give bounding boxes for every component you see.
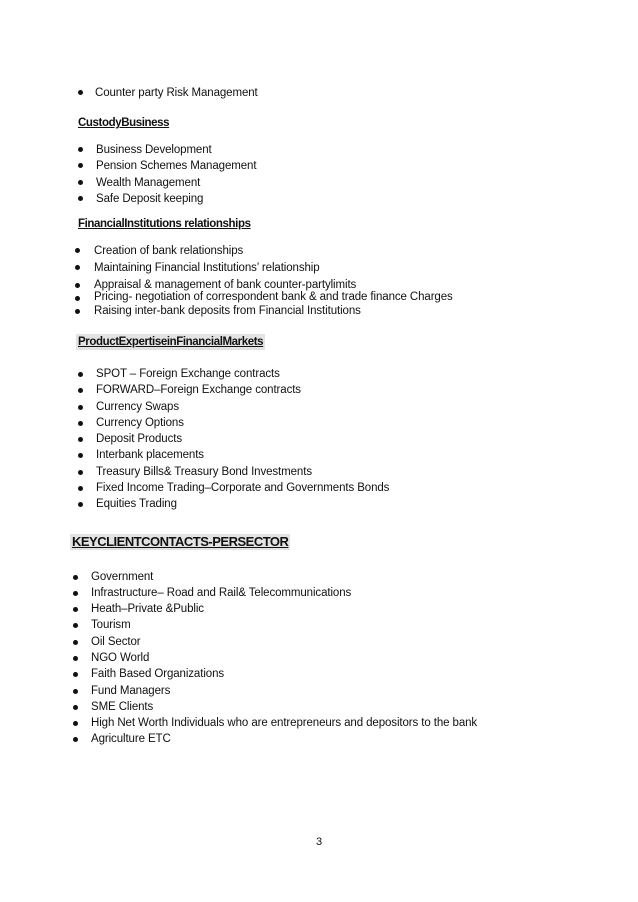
list-item: Wealth Management xyxy=(96,177,201,189)
list-item: NGO World xyxy=(91,652,150,664)
section-heading-custody: CustodyBusiness xyxy=(78,117,170,129)
list-item: Counter party Risk Management xyxy=(95,87,258,99)
list-item: FORWARD–Foreign Exchange contracts xyxy=(96,384,301,396)
bullet xyxy=(78,372,83,377)
list-item: Business Development xyxy=(96,144,212,156)
bullet xyxy=(75,283,80,288)
list-item: High Net Worth Individuals who are entrepreneurs and depositors to the bank xyxy=(91,717,478,729)
list-item: SPOT – Foreign Exchange contracts xyxy=(96,368,280,380)
bullet xyxy=(73,689,78,694)
bullet xyxy=(73,640,78,645)
bullet xyxy=(78,486,83,491)
bullet xyxy=(75,309,80,314)
bullet xyxy=(78,196,83,201)
section-heading-fi: FinancialInstitutions relationships xyxy=(78,218,251,230)
list-item: Raising inter-bank deposits from Financial Institutions xyxy=(94,305,361,317)
bullet xyxy=(73,591,78,596)
bullet xyxy=(75,248,80,253)
list-item: Pension Schemes Management xyxy=(96,160,257,172)
list-item: Maintaining Financial Institutions’ relationship xyxy=(94,262,320,274)
list-item: Fixed Income Trading–Corporate and Governments Bonds xyxy=(96,482,390,494)
list-item: Creation of bank relationships xyxy=(94,245,244,257)
bullet xyxy=(78,453,83,458)
bullet xyxy=(73,672,78,677)
bullet xyxy=(78,90,83,95)
bullet xyxy=(73,705,78,710)
bullet xyxy=(78,163,83,168)
bullet xyxy=(75,265,80,270)
section-heading-product: ProductExpertiseinFinancialMarkets xyxy=(78,336,264,348)
list-item: Treasury Bills& Treasury Bond Investments xyxy=(96,466,312,478)
list-item: SME Clients xyxy=(91,701,154,713)
bullet xyxy=(73,575,78,580)
list-item: Currency Options xyxy=(96,417,184,429)
bullet xyxy=(78,502,83,507)
bullet xyxy=(73,656,78,661)
bullet xyxy=(75,296,80,301)
bullet xyxy=(78,421,83,426)
list-item: Oil Sector xyxy=(91,636,141,648)
bullet xyxy=(73,737,78,742)
bullet xyxy=(78,180,83,185)
page-number: 3 xyxy=(316,836,323,848)
bullet xyxy=(78,437,83,442)
list-item: Deposit Products xyxy=(96,433,182,445)
list-item: Infrastructure– Road and Rail& Telecommunications xyxy=(91,587,352,599)
bullet xyxy=(73,623,78,628)
list-item: Appraisal & management of bank counter-partylimits xyxy=(94,279,357,291)
list-item: Pricing- negotiation of correspondent bank & and trade finance Charges xyxy=(94,291,453,303)
bullet xyxy=(78,470,83,475)
bullet xyxy=(78,405,83,410)
list-item: Interbank placements xyxy=(96,449,204,461)
bullet xyxy=(78,388,83,393)
list-item: Faith Based Organizations xyxy=(91,668,225,680)
list-item: Tourism xyxy=(91,619,131,631)
bullet xyxy=(73,607,78,612)
list-item: Equities Trading xyxy=(96,498,177,510)
list-item: Fund Managers xyxy=(91,685,171,697)
list-item: Agriculture ETC xyxy=(91,733,171,745)
bullet xyxy=(78,147,83,152)
list-item: Government xyxy=(91,571,154,583)
bullet xyxy=(73,721,78,726)
list-item: Currency Swaps xyxy=(96,401,179,413)
list-item: Safe Deposit keeping xyxy=(96,193,204,205)
section-heading-contacts: KEYCLIENTCONTACTS-PERSECTOR xyxy=(72,534,289,549)
list-item: Heath–Private &Public xyxy=(91,603,204,615)
